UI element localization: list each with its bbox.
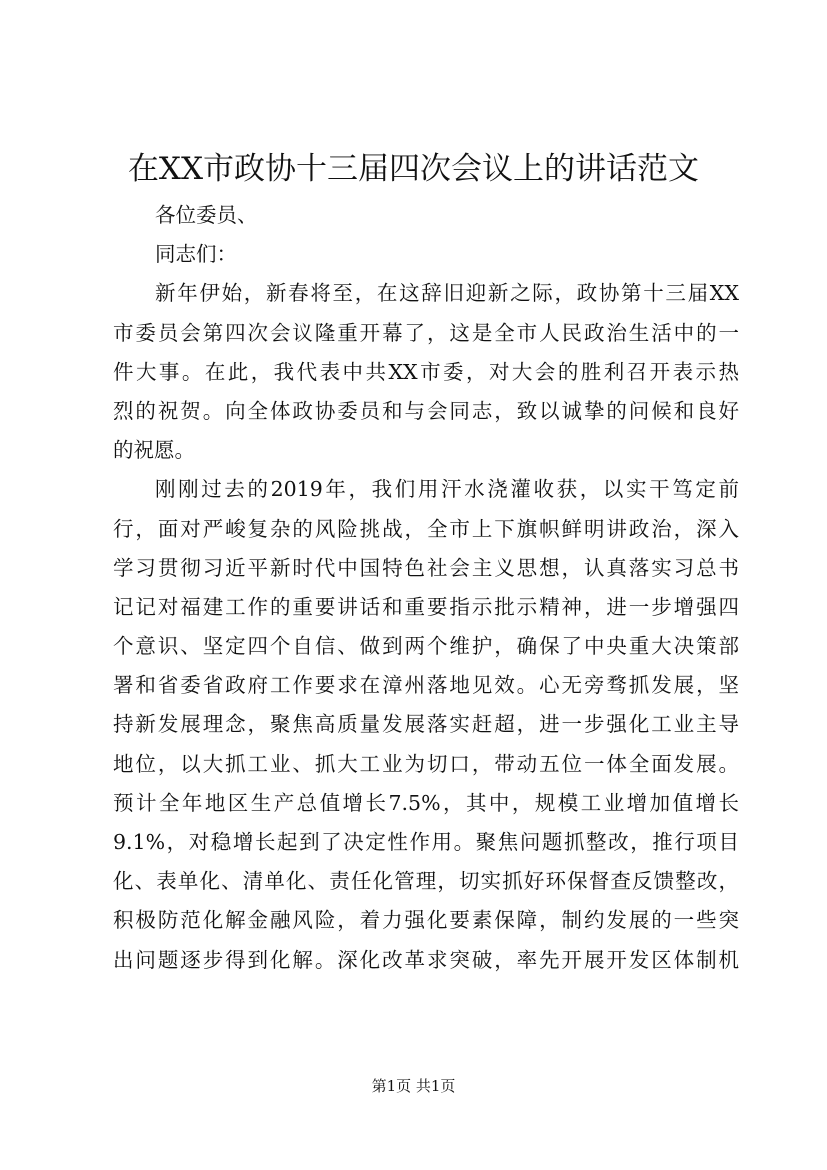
- paragraph-line: 学习贯彻习近平新时代中国特色社会主义思想，认真落实习总书: [113, 555, 739, 580]
- paragraph-line: 积极防范化解金融风险，着力强化要素保障，制约发展的一些突: [113, 908, 739, 933]
- paragraph-line: 化、表单化、清单化、责任化管理，切实抓好环保督查反馈整改，: [113, 869, 739, 894]
- paragraph-line: 刚刚过去的2019年，我们用汗水浇灌收获，以实干笃定前: [155, 477, 739, 502]
- paragraph-line: 烈的祝贺。向全体政协委员和与会同志，致以诚挚的问候和良好: [113, 398, 739, 423]
- paragraph-line: 署和省委省政府工作要求在漳州落地见效。心无旁骛抓发展，坚: [113, 673, 739, 698]
- paragraph-line: 新年伊始，新春将至，在这辞旧迎新之际，政协第十三届XX: [155, 281, 739, 306]
- paragraph-line: 市委员会第四次会议隆重开幕了，这是全市人民政治生活中的一: [113, 320, 739, 345]
- paragraph-line: 记记对福建工作的重要讲话和重要指示批示精神，进一步增强四: [113, 594, 739, 619]
- paragraph-line: 地位，以大抓工业、抓大工业为切口，带动五位一体全面发展。: [113, 751, 739, 776]
- paragraph-line: 的祝愿。: [113, 438, 195, 463]
- paragraph-line: 个意识、坚定四个自信、做到两个维护，确保了中央重大决策部: [113, 634, 739, 659]
- paragraph-line: 预计全年地区生产总值增长7.5%，其中，规模工业增加值增长: [113, 790, 739, 815]
- salutation-line: 同志们：: [155, 242, 237, 267]
- paragraph-line: 行，面对严峻复杂的风险挑战，全市上下旗帜鲜明讲政治，深入: [113, 516, 739, 541]
- document-title: 在XX市政协十三届四次会议上的讲话范文: [127, 151, 700, 187]
- paragraph-line: 9.1%，对稳增长起到了决定性作用。聚焦问题抓整改，推行项目: [113, 830, 739, 854]
- salutation-line: 各位委员、: [155, 203, 258, 227]
- paragraph-line: 出问题逐步得到化解。深化改革求突破，率先开展开发区体制机: [113, 947, 739, 972]
- paragraph-line: 件大事。在此，我代表中共XX市委，对大会的胜利召开表示热: [113, 359, 739, 384]
- paragraph-line: 持新发展理念，聚焦高质量发展落实赶超，进一步强化工业主导: [113, 712, 739, 737]
- document-body: [113, 196, 739, 980]
- page-footer: 第1页 共1页: [371, 1077, 456, 1095]
